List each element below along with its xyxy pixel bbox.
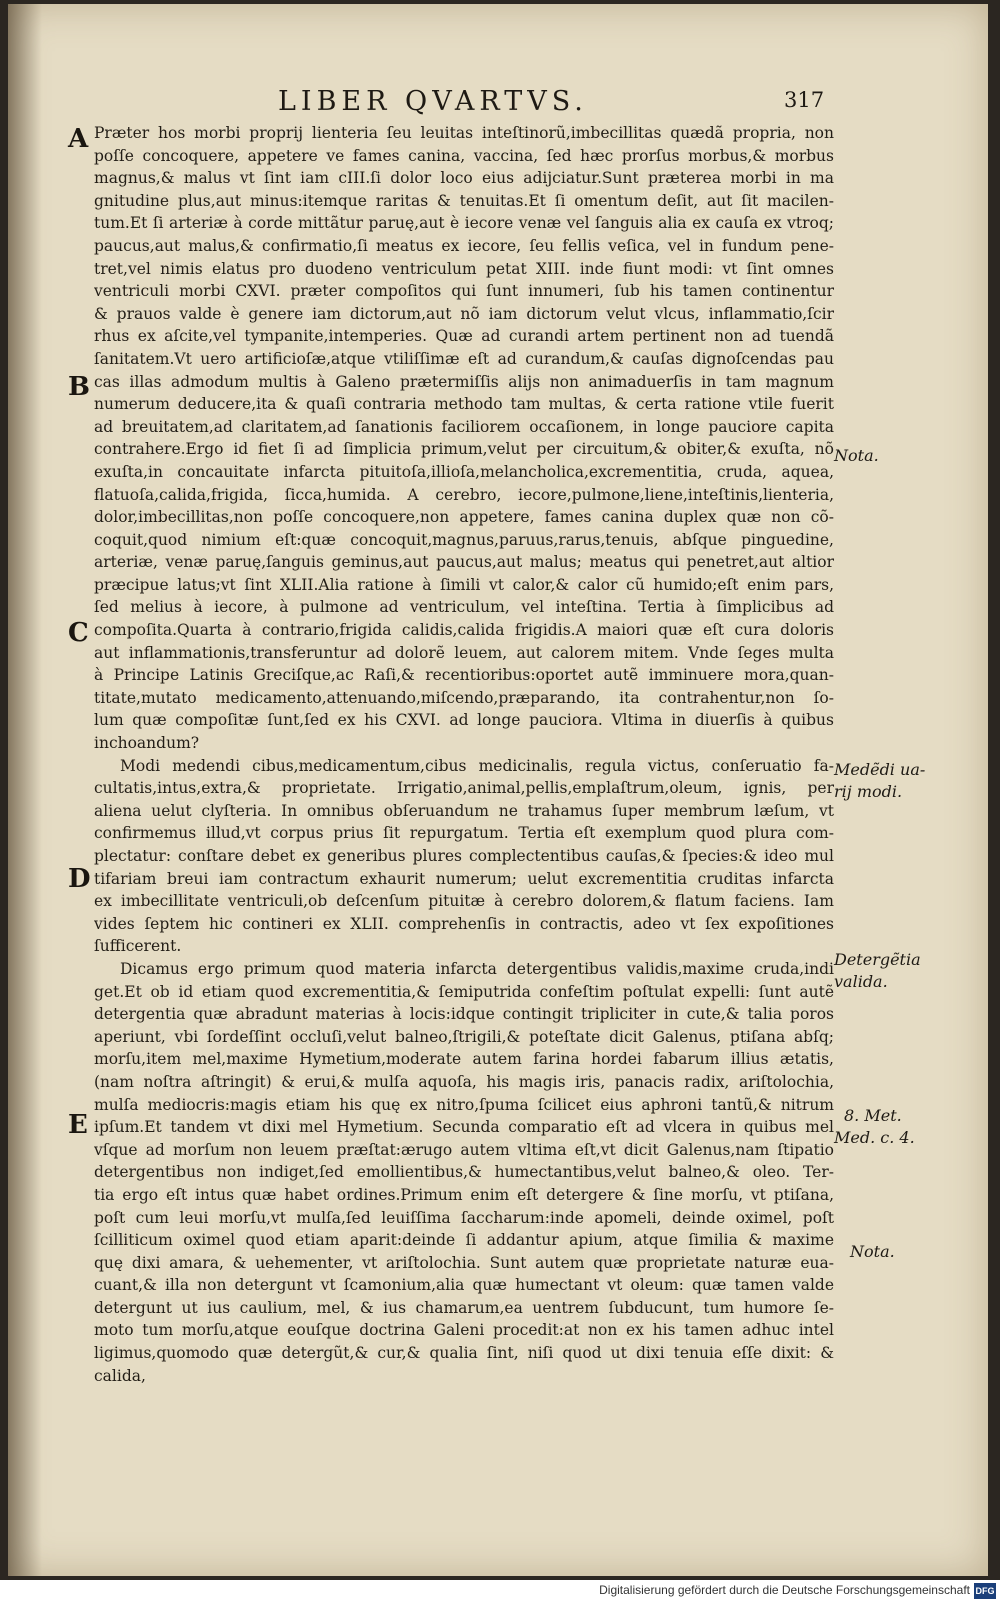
text-line: numerum deducere,ita & quaſi contraria methodo tam multas, & certa ratione vtile fuerit — [94, 395, 834, 414]
text-line: titate,mutato medicamento,attenuando,miſcendo,præparando, ita contrahentur,non ſo- — [94, 688, 834, 707]
text-line: Dicamus ergo primum quod materia infarcta detergentibus validis,maxime cruda,indi — [120, 959, 834, 978]
funding-notice: Digitalisierung gefördert durch die Deutsche Forschungsgemeinschaft — [599, 1583, 970, 1597]
text-line: ſed melius à iecore, à pulmone ad ventriculum, vel inteſtina. Tertia à ſimplicibus ad — [94, 598, 834, 617]
section-letter-d: D — [68, 864, 91, 894]
text-line: ipſum.Et tandem vt dixi mel Hymetium. Secunda comparatio eſt ad vlcera in quibus mel — [94, 1118, 834, 1137]
text-line: plectatur: conſtare debet ex generibus plures complectentibus cauſas,& ſpecies:& ideo mul — [94, 847, 834, 865]
text-line: detergentia quæ abradunt materias à locis:idque contingit tripliciter in cute,& talia poros — [94, 1005, 834, 1024]
sidenote-nota: Nota. — [834, 446, 879, 465]
text-line: vides ſeptem hic contineri ex XLII. comprehenſis in contractis, adeo vt ſex expoſitiones — [94, 914, 834, 933]
text-line: à Principe Latinis Greciſque,ac Raſi,& recentioribus:oportet autẽ imminuere mora,quan- — [94, 666, 834, 685]
section-letter-c: C — [68, 618, 89, 648]
sidenote-nota-2: Nota. — [850, 1242, 895, 1261]
text-line: ventriculi morbi CXVI. præter compoſitos qui ſunt innumeri, ſub his tamen continentur — [94, 282, 834, 301]
text-line: quę dixi amara, & uehementer, vt ariſtolochia. Sunt autem quæ proprietate naturæ eua- — [94, 1253, 834, 1272]
text-line: cultatis,intus,extra,& proprietate. Irrigatio,animal,pellis,emplaſtrum,oleum, ignis, per — [94, 779, 834, 798]
text-line: cas illas admodum multis à Galeno prætermiſſis alijs non animaduerſis in tam magnum — [94, 372, 834, 391]
text-line: detergentibus non indiget,ſed emollientibus,& humectantibus,velut balneo,& oleo. Ter- — [94, 1163, 834, 1182]
text-line: vſque ad morſum non leuem præſtat:ærugo autem vltima eſt,vt dicit Galenus,nam ſtipatio — [94, 1140, 834, 1159]
text-line: magnus,& malus vt ſint iam cIII.ſi dolor loco eius adijciatur.Sunt præterea morbi in ma — [94, 169, 834, 188]
section-letter-b: B — [68, 372, 90, 402]
text-line: ſufficerent. — [94, 937, 182, 956]
sidenote-medendi-line2: rij modi. — [834, 782, 903, 801]
text-line: mulſa mediocris:magis etiam his quę ex nitro,ſpuma ſcilicet eius aphroni tantũ,& nitrum — [94, 1095, 834, 1114]
text-line: confirmemus illud,vt corpus prius ſit repurgatum. Tertia eſt exemplum quod plura com- — [94, 824, 834, 843]
text-line: poſſe concoquere, appetere ve fames canina, vaccina, ſed hæc prorſus morbus,& morbus — [94, 146, 834, 165]
text-line: gnitudine plus,aut minus:itemque raritas & tenuitas.Et ſi omentum deſit, aut ſit macilen- — [94, 191, 834, 210]
text-line: præcipue latus;vt ſint XLII.Alia ratione à ſimili vt calor,& calor cũ humido;eſt enim pars, — [94, 575, 834, 594]
text-line: (nam noſtra aſtringit) & erui,& mulſa aquoſa, his magis iris, panacis radix, ariſtolochia, — [94, 1072, 834, 1091]
text-line: aut inflammationis,transferuntur ad dolorẽ leuem, aut calorem mitem. Vnde ſeges multa — [94, 643, 834, 662]
sidenote-reference-line1: 8. Met. — [844, 1106, 902, 1125]
text-line: ad breuitatem,ad claritatem,ad ſanationis faciliorem occaſionem, in longe pauciore capita — [94, 417, 834, 436]
sidenote-reference-line2: Med. c. 4. — [834, 1128, 915, 1147]
text-line: contrahere.Ergo id fiet ſi ad ſimplicia primum,velut per circuitum,& obiter,& exuſta, nõ — [94, 440, 834, 459]
text-line: cuant,& illa non detergunt vt ſcamonium,alia quæ humectant vt oleum: quæ tamen valde — [94, 1276, 834, 1295]
text-line: exuſta,in concauitate infarcta pituitoſa,illioſa,melancholica,excrementitia, cruda, aquea, — [94, 462, 834, 481]
book-page — [8, 4, 988, 1576]
text-line: paucus,aut malus,& confirmatio,ſi meatus ex iecore, ſeu fellis veſica, vel in fundum pene- — [94, 236, 834, 255]
section-letter-a: A — [68, 124, 89, 154]
text-line: arteriæ, venæ paruę,ſanguis geminus,aut paucus,aut malus; meatus qui penetret,aut altior — [94, 553, 834, 572]
text-line: morſu,item mel,maxime Hymetium,moderate autem farina hordei fabarum illius ætatis, — [94, 1050, 834, 1069]
text-line: ligimus,quomodo quæ detergũt,& cur,& qualia ſint, niſi quod ut dixi tenuia eſſe dixit: & — [94, 1344, 834, 1363]
text-line: ex imbecillitate ventriculi,ob deſcenſum pituitæ à cerebro dolorem,& flatum faciens. Iam — [94, 892, 834, 911]
dfg-logo: DFG — [974, 1583, 996, 1599]
text-line: tret,vel nimis elatus pro duodeno ventriculum petat XIII. inde fiunt modi: vt ſint omnes — [94, 259, 834, 278]
body-text — [94, 122, 834, 1410]
text-line: calida, — [94, 1366, 146, 1385]
text-line: tifariam breui iam contractum exhaurit numerum; uelut excrementitia cruditas infarcta — [94, 869, 834, 888]
text-line: aliena uelut clyſteria. In omnibus obſeruandum ne trahamus ſuper membrum læſum, vt — [94, 801, 834, 820]
text-line: get.Et ob id etiam quod excrementitia,& ſemiputrida confeſtim poſtulat expelli: ſunt autẽ — [94, 982, 834, 1001]
text-line: ſanitatem.Vt uero artificioſæ,atque vtiliſſimæ eſt ad curandum,& cauſas dignoſcendas pau — [94, 349, 834, 368]
text-line: rhus ex aſcite,vel tympanite,intemperies. Quæ ad curandi artem pertinent non ad tuendã — [94, 327, 834, 346]
text-line: lum quæ compoſitæ ſunt,ſed ex his CXVI. ad longe pauciora. Vltima in diuerſis à quibus — [94, 711, 834, 730]
sidenote-detergentia-line2: valida. — [834, 972, 888, 991]
text-line: inchoandum? — [94, 734, 200, 753]
text-line: tum.Et ſi arteriæ à corde mittãtur paruę,aut è iecore venæ vel ſanguis alia ex cauſa ex vtroq; — [94, 214, 834, 233]
text-line: poſt cum leui morſu,vt mulſa,ſed leuiſſima ſaccharum:inde apomeli, deinde oximel, poſt — [94, 1208, 834, 1227]
sidenote-medendi-line1: Medẽdi ua- — [834, 760, 926, 779]
running-title: LIBER QVARTVS. — [278, 86, 588, 117]
sidenote-detergentia-line1: Detergẽtia — [834, 950, 921, 969]
footer-bar — [0, 1580, 1000, 1603]
text-line: coquit,quod nimium eſt:quæ concoquit,magnus,paruus,rarus,tenuis, abſque pinguedine, — [94, 530, 834, 549]
section-letter-e: E — [68, 1110, 88, 1140]
text-line: flatuoſa,calida,frigida, ſicca,humida. A cerebro, iecore,pulmone,liene,inteſtinis,lienteria, — [94, 485, 834, 504]
text-line — [94, 1387, 834, 1410]
text-line: dolor,imbecillitas,non poſſe concoquere,non appetere, fames canina duplex quæ non cõ- — [94, 508, 834, 527]
text-line: Modi medendi cibus,medicamentum,cibus medicinalis, regula victus, conſeruatio fa- — [120, 756, 834, 775]
text-line: & prauos valde è genere iam dictorum,aut nõ iam dictorum velut vlcus, inflammatio,ſcir — [94, 304, 834, 323]
text-line: tia ergo eſt intus quæ habet ordines.Primum enim eſt detergere & ſine morſu, vt ptiſana, — [94, 1185, 834, 1204]
text-line: detergunt ut ius caulium, mel, & ius chamarum,ea uentrem ſubducunt, tum humore ſe- — [94, 1298, 834, 1317]
text-line: compoſita.Quarta à contrario,frigida calidis,calida frigidis.A maiori quæ eſt cura doloris — [94, 621, 834, 640]
page-number: 317 — [784, 88, 825, 112]
text-line: aperiunt, vbi ſordeſſint occluſi,velut balneo,ſtrigili,& poteſtate dicit Galenus, ptiſana abſq; — [94, 1027, 834, 1046]
text-line: moto tum morſu,atque eouſque doctrina Galeni procedit:at non ex his tamen adhuc intel — [94, 1321, 834, 1340]
text-line: Præter hos morbi proprij lienteria ſeu leuitas inteſtinorũ,imbecillitas quædã propria, non — [94, 124, 834, 142]
text-line: ſcilliticum oximel quod etiam aparit:deinde ſi addantur apium, atque ſimilia & maxime — [94, 1231, 834, 1250]
